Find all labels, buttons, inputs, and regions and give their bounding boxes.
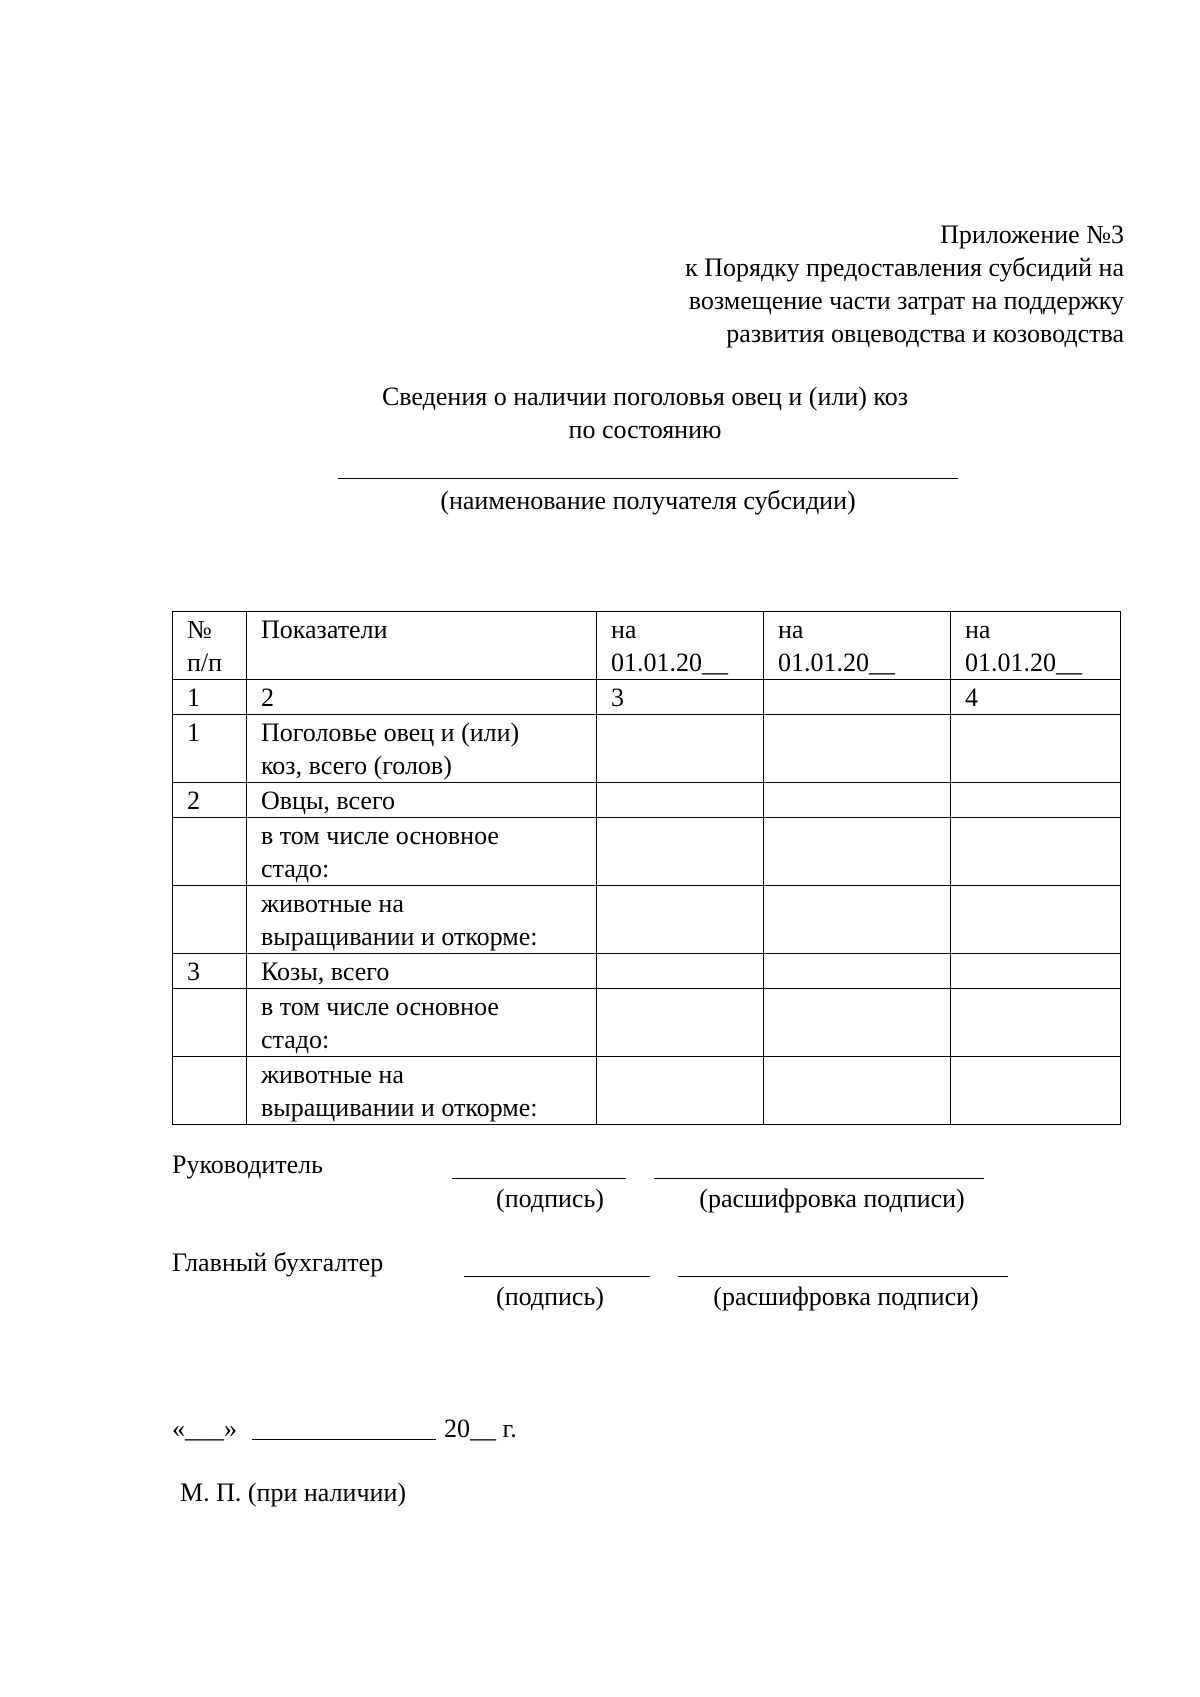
value-cell[interactable] xyxy=(951,1057,1121,1125)
value-cell[interactable] xyxy=(597,783,764,818)
indicator-line: в том числе основное xyxy=(261,821,499,850)
row-num: 2 xyxy=(173,783,247,818)
table-row xyxy=(173,954,1121,989)
table-row xyxy=(173,818,1121,886)
date-day-field[interactable]: «___» xyxy=(172,1414,237,1443)
indicator-line: коз, всего (голов) xyxy=(261,751,452,780)
row-indicator xyxy=(247,818,597,886)
table-row xyxy=(173,989,1121,1057)
table-row xyxy=(173,886,1121,954)
header-indicator: Показатели xyxy=(247,612,597,680)
row-indicator xyxy=(247,783,597,818)
stamp-placeholder: М. П. (при наличии) xyxy=(180,1478,407,1507)
accountant-decode-line[interactable] xyxy=(678,1276,1008,1277)
header-date-line: 01.01.20__ xyxy=(965,648,1082,677)
row-indicator xyxy=(247,1057,597,1125)
indicator-line: выращивании и откорме: xyxy=(261,1093,538,1122)
indicator-line: Овцы, всего xyxy=(261,786,395,815)
recipient-blank-line[interactable] xyxy=(338,478,958,479)
value-cell[interactable] xyxy=(951,715,1121,783)
row-num xyxy=(173,818,247,886)
row-num xyxy=(173,989,247,1057)
accountant-signature-caption: (подпись) xyxy=(496,1282,604,1311)
header-date-1 xyxy=(597,612,764,680)
appendix-line: развития овцеводства и козоводства xyxy=(726,319,1124,348)
header-date-line: на xyxy=(965,615,991,644)
title-line-2: по состоянию xyxy=(568,415,722,444)
appendix-line: Приложение №3 xyxy=(940,220,1124,249)
head-decode-line[interactable] xyxy=(654,1178,984,1179)
head-label: Руководитель xyxy=(172,1150,323,1179)
value-cell[interactable] xyxy=(764,818,951,886)
header-num-line: п/п xyxy=(187,648,223,677)
indicator-line: животные на xyxy=(261,1060,404,1089)
table-index-row xyxy=(173,680,1121,715)
head-decode-caption: (расшифровка подписи) xyxy=(699,1184,965,1213)
value-cell[interactable] xyxy=(764,1057,951,1125)
index-cell: 1 xyxy=(173,680,247,715)
index-cell: 2 xyxy=(247,680,597,715)
head-signature-caption: (подпись) xyxy=(496,1184,604,1213)
value-cell[interactable] xyxy=(951,989,1121,1057)
index-cell: 4 xyxy=(951,680,1121,715)
indicator-line: выращивании и откорме: xyxy=(261,922,538,951)
row-indicator xyxy=(247,886,597,954)
livestock-table xyxy=(172,611,1121,1125)
indicator-line: в том числе основное xyxy=(261,992,499,1021)
index-cell xyxy=(764,680,951,715)
value-cell[interactable] xyxy=(597,715,764,783)
value-cell[interactable] xyxy=(951,783,1121,818)
value-cell[interactable] xyxy=(764,989,951,1057)
indicator-line: стадо: xyxy=(261,1025,330,1054)
value-cell[interactable] xyxy=(597,818,764,886)
value-cell[interactable] xyxy=(597,886,764,954)
value-cell[interactable] xyxy=(951,886,1121,954)
value-cell[interactable] xyxy=(597,989,764,1057)
table-row xyxy=(173,1057,1121,1125)
row-num xyxy=(173,1057,247,1125)
header-date-2 xyxy=(764,612,951,680)
appendix-header xyxy=(524,218,1124,350)
accountant-label: Главный бухгалтер xyxy=(172,1248,384,1277)
header-date-line: 01.01.20__ xyxy=(611,648,728,677)
value-cell[interactable] xyxy=(764,954,951,989)
header-date-line: на xyxy=(778,615,804,644)
row-num: 3 xyxy=(173,954,247,989)
table-row xyxy=(173,715,1121,783)
header-date-line: на xyxy=(611,615,637,644)
appendix-line: возмещение части затрат на поддержку xyxy=(688,286,1124,315)
value-cell[interactable] xyxy=(597,954,764,989)
recipient-caption: (наименование получателя субсидии) xyxy=(440,486,856,515)
row-indicator xyxy=(247,989,597,1057)
header-num-line: № xyxy=(187,615,212,644)
indicator-line: стадо: xyxy=(261,854,330,883)
appendix-line: к Порядку предоставления субсидий на xyxy=(685,253,1124,282)
header-date-3 xyxy=(951,612,1121,680)
date-year-text: 20__ г. xyxy=(444,1414,517,1443)
indicator-line: животные на xyxy=(261,889,404,918)
value-cell[interactable] xyxy=(764,715,951,783)
row-indicator xyxy=(247,715,597,783)
value-cell[interactable] xyxy=(764,886,951,954)
row-num xyxy=(173,886,247,954)
document-title xyxy=(0,380,1200,446)
value-cell[interactable] xyxy=(597,1057,764,1125)
indicator-line: Поголовье овец и (или) xyxy=(261,718,520,747)
row-num: 1 xyxy=(173,715,247,783)
indicator-line: Козы, всего xyxy=(261,957,390,986)
date-month-line[interactable] xyxy=(252,1439,436,1440)
head-signature-line[interactable] xyxy=(452,1178,626,1179)
accountant-decode-caption: (расшифровка подписи) xyxy=(713,1282,979,1311)
table-header-row xyxy=(173,612,1121,680)
table-row xyxy=(173,783,1121,818)
title-line-1: Сведения о наличии поголовья овец и (или) коз xyxy=(381,382,909,411)
row-indicator xyxy=(247,954,597,989)
index-cell: 3 xyxy=(597,680,764,715)
value-cell[interactable] xyxy=(951,818,1121,886)
header-date-line: 01.01.20__ xyxy=(778,648,895,677)
value-cell[interactable] xyxy=(951,954,1121,989)
value-cell[interactable] xyxy=(764,783,951,818)
header-num xyxy=(173,612,247,680)
accountant-signature-line[interactable] xyxy=(464,1276,650,1277)
